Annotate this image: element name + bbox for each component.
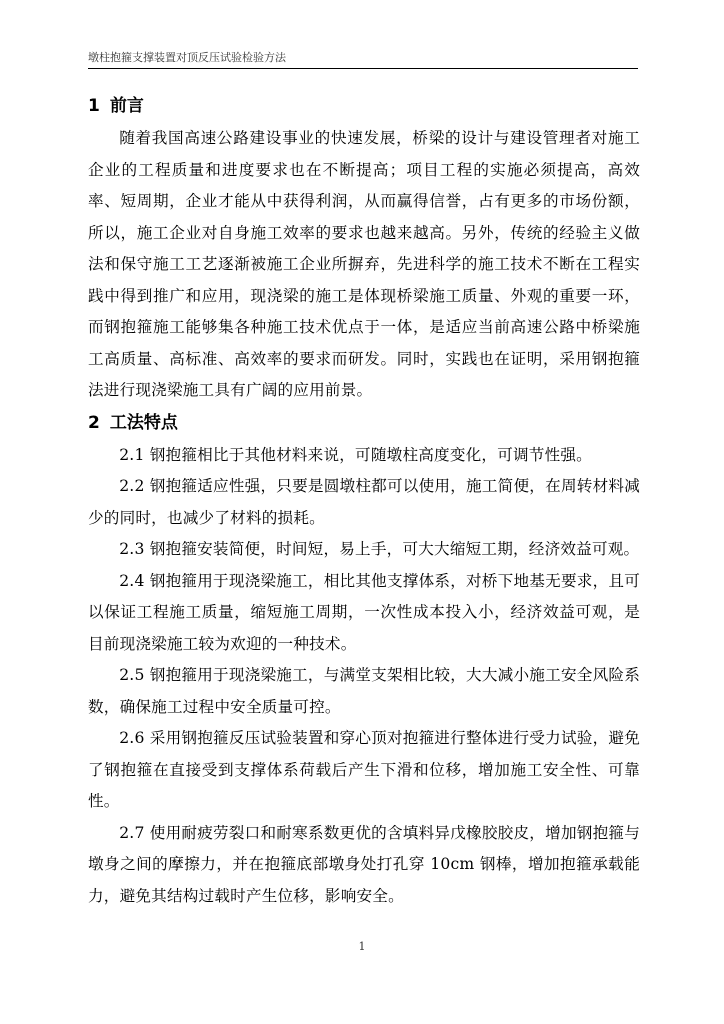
section-title: 工法特点 [109,412,178,433]
page-number: 1 [358,940,366,953]
section-title: 前言 [109,96,144,116]
feature-paragraph: 2.3 钢抱箍安装简便，时间短，易上手，可大大缩短工期，经济效益可观。 [119,540,640,558]
section-heading [88,407,640,440]
feature-paragraph: 2.6 采用钢抱箍反压试验装置和穿心顶对抱箍进行整体进行受力试验，避免了钢抱箍在直接受到支撑体系荷载后产生下滑和位移，增加施工安全性、可靠性。 [88,729,640,810]
section-features [88,407,640,913]
paragraph: 随着我国高速公路建设事业的快速发展，桥梁的设计与建设管理者对施工企业的工程质量和进度要求也在不断提高；项目工程的实施必须提高，高效率、短周期，企业才能从中获得利润，从而赢得信誉，占有更多的市场份额，所以，施工企业对自身施工效率的要求也越来越高。另外，传统的经验主义做法和保守施工工艺逐渐被施工企业所摒弃，先进科学的施工技术不断在工程实践中得到推广和应用，现浇梁的施工是体现桥梁施工质量、外观的重要一环，而钢抱箍施工能够集各种施工技术优点于一体，是适应当前高速公路中桥梁施工高质量、高标准、高效率的要求而研发。同时，实践也在证明，采用钢抱箍法进行现浇梁施工具有广阔的应用前景。 [88,129,640,399]
feature-paragraph: 2.4 钢抱箍用于现浇梁施工，相比其他支撑体系，对桥下地基无要求，且可以保证工程施工质量，缩短施工周期，一次性成本投入小，经济效益可观，是目前现浇梁施工较为欢迎的一种技术。 [88,571,640,653]
running-header: 墩柱抱箍支撑装置对顶反压试验检验方法 [88,50,638,69]
section-number: 1 [88,96,100,116]
section-heading [88,90,640,123]
feature-paragraph: 2.2 钢抱箍适应性强，只要是圆墩柱都可以使用，施工简便，在周转材料减少的同时，也减少了材料的损耗。 [88,477,640,527]
feature-paragraph: 2.1 钢抱箍相比于其他材料来说，可随墩柱高度变化，可调节性强。 [119,445,592,464]
body-content [88,90,640,912]
feature-paragraph: 2.7 使用耐疲劳裂口和耐寒系数更优的含填料异戊橡胶胶皮，增加钢抱箍与墩身之间的摩擦力，并在抱箍底部墩身处打孔穿 10cm 钢棒，增加抱箍承载能力，避免其结构过载时产生位移，影响安全。 [88,823,640,905]
section-number: 2 [88,412,100,433]
section-intro [88,90,640,407]
feature-paragraph: 2.5 钢抱箍用于现浇梁施工，与满堂支架相比较，大大减小施工安全风险系数，确保施工过程中安全质量可控。 [88,666,640,716]
